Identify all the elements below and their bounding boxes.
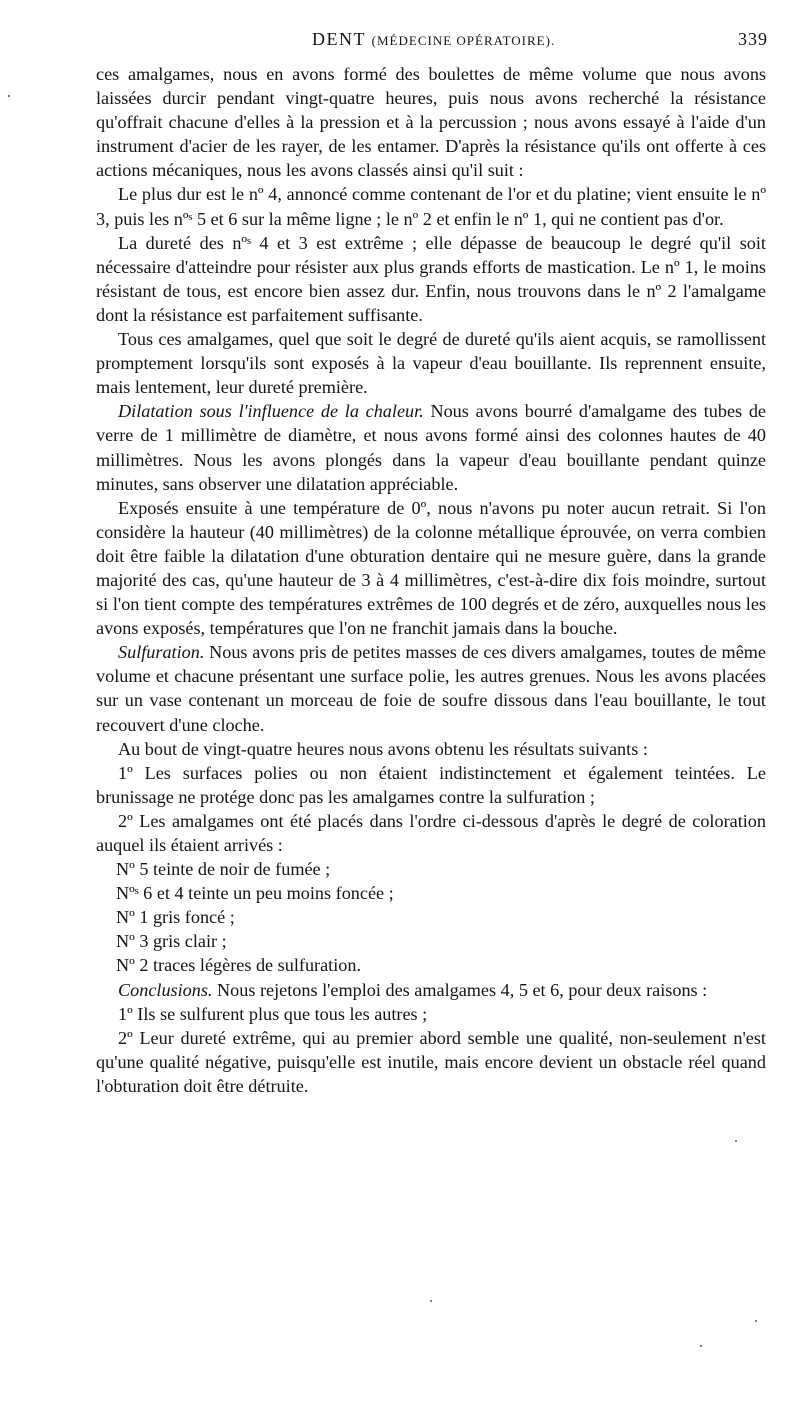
paragraph (96, 1002, 766, 1026)
scan-speck (755, 1320, 757, 1322)
paragraph-text: Tous ces amalgames, quel que soit le degré de dureté qu'ils aient acquis, se ramollissent promptement lorsqu'ils sont exposés à la vapeur d'eau bouillante. Ils reprennent ensuite, mais lentement, leur dureté première. (96, 329, 766, 398)
paragraph-text: Le plus dur est le nº 4, annoncé comme contenant de l'or et du platine; vient ensuite le nº 3, puis les nºˢ 5 et 6 sur la même ligne ; le nº 2 et enfin le nº 1, qui ne contient pas d'or. (96, 184, 766, 229)
scan-speck (430, 1300, 432, 1302)
scan-speck (735, 1140, 737, 1142)
paragraph (96, 327, 766, 399)
paragraph (96, 761, 766, 809)
paragraph-text: 2º Leur dureté extrême, qui au premier abord semble une qualité, non-seulement n'est qu'une qualité négative, puisqu'elle est inutile, mais encore devient un obstacle réel quand l'obturation doit être détruite. (96, 1027, 766, 1096)
paragraph-text: 1º Les surfaces polies ou non étaient indistinctement et également teintées. Le brunissage ne protége donc pas les amalgames contre la sulfuration ; (96, 762, 766, 807)
scan-speck (8, 95, 10, 97)
paragraph-text: ces amalgames, nous en avons formé des boulettes de même volume que nous avons laissées durcir pendant vingt-quatre heures, puis nous avons recherché la résistance qu'offrait chacune d'elles à la pression et à la percussion ; nous avons essayé à l'aide d'un instrument d'acier de les rayer, de les entamer. D'après la résistance qu'ils ont offerte à ces actions mécaniques, nous les avons classés ainsi qu'il suit : (96, 64, 766, 181)
paragraph-text: Nous rejetons l'emploi des amalgames 4, 5 et 6, pour deux raisons : (212, 979, 708, 1000)
paragraph (96, 1026, 766, 1098)
paragraph-text: Nº 1 gris foncé ; (116, 907, 235, 928)
paragraph (96, 640, 766, 736)
paragraph-text: Nous avons bourré d'amalgame des tubes de verre de 1 millimètre de diamètre, et nous avons formé ainsi des colonnes hautes de 40 millimètres. Nous les avons plongés dans la vapeur d'eau bouillante pendant quinze minutes, sans observer une dilatation appréciable. (96, 401, 766, 494)
paragraph (96, 62, 766, 182)
paragraph-text: Au bout de vingt-quatre heures nous avons obtenu les résultats suivants : (118, 738, 648, 759)
list-item (96, 905, 766, 929)
scan-speck (700, 1345, 702, 1347)
list-item (96, 881, 766, 905)
list-item (96, 929, 766, 953)
paragraph-text: Nºˢ 6 et 4 teinte un peu moins foncée ; (116, 883, 394, 904)
paragraph-text: Nº 5 teinte de noir de fumée ; (116, 859, 331, 880)
paragraph-text: La dureté des nºˢ 4 et 3 est extrême ; elle dépasse de beaucoup le degré qu'il soit nécessaire d'atteindre pour résister aux plus grands efforts de mastication. Le nº 1, le moins résistant de tous, est encore bien assez dur. Enfin, nous trouvons dans le nº 2 l'amalgame dont la résistance est parfaitement suffisante. (96, 232, 766, 325)
paragraph (96, 978, 766, 1002)
running-title (312, 29, 555, 50)
paragraph (96, 182, 766, 230)
paragraph-text: Exposés ensuite à une température de 0º, nous n'avons pu noter aucun retrait. Si l'on considère la hauteur (40 millimètres) de la colonne métallique éprouvée, on verra combien doit être faible la dilatation d'une obturation dentaire qui ne mesure guère, dans la grande majorité des cas, qu'une hauteur de 3 à 4 millimètres, c'est-à-dire dix fois moindre, surtout si l'on tient compte des températures extrêmes de 100 degrés et de zéro, auxquelles nous les avons exposés, températures que l'on ne franchit jamais dans la bouche. (96, 497, 766, 639)
paragraph-text: Nº 2 traces légères de sulfuration. (116, 955, 362, 976)
paragraph (96, 809, 766, 857)
paragraph (96, 737, 766, 761)
running-head (0, 29, 800, 55)
list-item (96, 857, 766, 881)
running-title-main: DENT (312, 29, 366, 49)
paragraph (96, 496, 766, 641)
paragraph-lead: Dilatation sous l'influence de la chaleur. (118, 401, 424, 422)
paragraph-text: 1º Ils se sulfurent plus que tous les autres ; (118, 1003, 428, 1024)
running-title-sub: (MÉDECINE OPÉRATOIRE). (371, 33, 556, 48)
paragraph-text: Nº 3 gris clair ; (116, 931, 227, 952)
list-item (96, 953, 766, 977)
paragraph (96, 399, 766, 495)
paragraph-text: 2º Les amalgames ont été placés dans l'ordre ci-dessous d'après le degré de coloration auquel ils étaient arrivés : (96, 810, 766, 855)
paragraph (96, 231, 766, 327)
page-number: 339 (738, 29, 768, 49)
paragraph-text: Nous avons pris de petites masses de ces divers amalgames, toutes de même volume et chacune présentant une surface polie, les autres grenues. Nous les avons placées sur un vase contenant un morceau de foie de soufre dissous dans l'eau bouillante, le tout recouvert d'une cloche. (96, 642, 766, 735)
paragraph-lead: Conclusions. (118, 979, 213, 1000)
body-text (96, 62, 766, 1098)
paragraph-lead: Sulfuration. (118, 642, 205, 663)
